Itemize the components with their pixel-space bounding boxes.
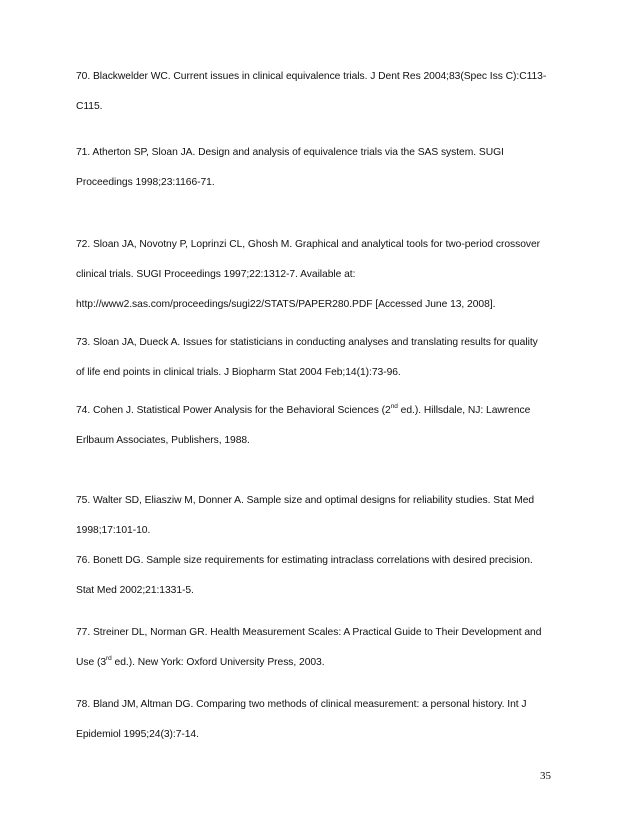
superscript: rd	[106, 655, 112, 662]
reference-line	[76, 358, 576, 388]
reference-72	[76, 230, 576, 320]
reference-line	[76, 546, 576, 576]
reference-line	[76, 720, 576, 750]
reference-text: ed.). New York: Oxford University Press, 2003.	[111, 657, 325, 668]
reference-text: 78. Bland JM, Altman DG. Comparing two methods of clinical measurement: a personal history. Int J	[76, 699, 527, 710]
reference-line	[76, 62, 576, 92]
reference-75	[76, 486, 576, 546]
reference-text: of life end points in clinical trials. J Biopharm Stat 2004 Feb;14(1):73-96.	[76, 367, 401, 378]
reference-line	[76, 426, 576, 456]
reference-line	[76, 290, 576, 320]
page-number: 35	[540, 770, 551, 782]
reference-line	[76, 576, 576, 606]
reference-line	[76, 396, 576, 426]
reference-text: 71. Atherton SP, Sloan JA. Design and analysis of equivalence trials via the SAS system. SUGI	[76, 147, 504, 158]
reference-text: 74. Cohen J. Statistical Power Analysis for the Behavioral Sciences (2	[76, 405, 391, 416]
reference-line	[76, 328, 576, 358]
reference-text: 76. Bonett DG. Sample size requirements for estimating intraclass correlations with desired precision.	[76, 555, 533, 566]
reference-text: http://www2.sas.com/proceedings/sugi22/STATS/PAPER280.PDF [Accessed June 13, 2008].	[76, 299, 496, 310]
reference-line	[76, 230, 576, 260]
reference-text: Stat Med 2002;21:1331-5.	[76, 585, 194, 596]
reference-text: Proceedings 1998;23:1166-71.	[76, 177, 215, 188]
reference-line	[76, 618, 576, 648]
reference-text: ed.). Hillsdale, NJ: Lawrence	[397, 405, 531, 416]
reference-text: Epidemiol 1995;24(3):7-14.	[76, 729, 199, 740]
reference-line	[76, 516, 576, 546]
reference-text: 77. Streiner DL, Norman GR. Health Measurement Scales: A Practical Guide to Their Development and	[76, 627, 542, 638]
reference-text: 73. Sloan JA, Dueck A. Issues for statisticians in conducting analyses and translating results for quality	[76, 337, 538, 348]
reference-text: 72. Sloan JA, Novotny P, Loprinzi CL, Ghosh M. Graphical and analytical tools for two-period crossover	[76, 239, 541, 250]
reference-76	[76, 546, 576, 606]
reference-text: 75. Walter SD, Eliasziw M, Donner A. Sample size and optimal designs for reliability studies. Stat Med	[76, 495, 535, 506]
reference-text: 1998;17:101-10.	[76, 525, 151, 536]
reference-text: clinical trials. SUGI Proceedings 1997;22:1312-7. Available at:	[76, 269, 356, 280]
reference-77	[76, 618, 576, 678]
reference-70	[76, 62, 576, 122]
reference-line	[76, 690, 576, 720]
reference-line	[76, 168, 576, 198]
reference-line	[76, 260, 576, 290]
reference-line	[76, 138, 576, 168]
reference-text: Erlbaum Associates, Publishers, 1988.	[76, 435, 250, 446]
reference-line	[76, 92, 576, 122]
reference-73	[76, 328, 576, 388]
reference-line	[76, 648, 576, 678]
reference-text: Use (3	[76, 657, 107, 668]
reference-71	[76, 138, 576, 198]
reference-78	[76, 690, 576, 750]
superscript: nd	[390, 403, 398, 410]
reference-text: C115.	[76, 101, 103, 112]
reference-text: 70. Blackwelder WC. Current issues in clinical equivalence trials. J Dent Res 2004;83(Spec Iss C):C113-	[76, 71, 547, 82]
reference-line	[76, 486, 576, 516]
reference-74	[76, 396, 576, 456]
